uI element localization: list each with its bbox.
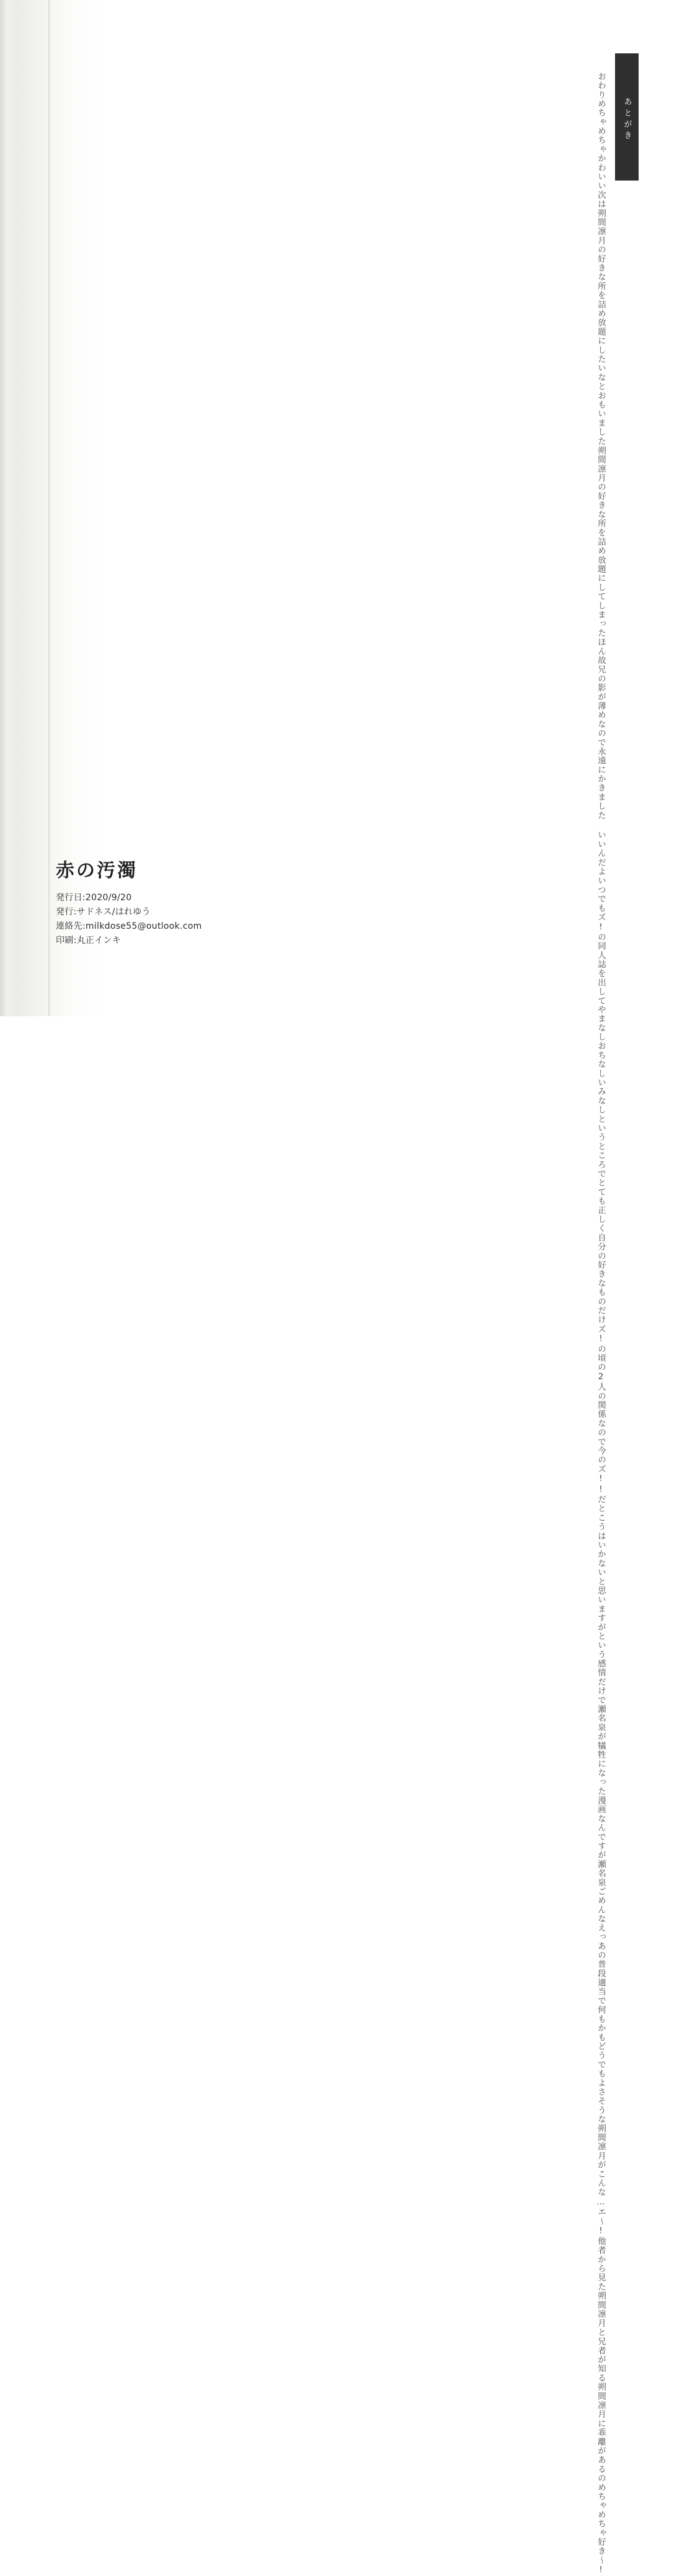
colophon-publish-date: 発行日:2020/9/20 [56,893,132,903]
afterword-column: おわり [596,72,606,100]
afterword-body [593,72,609,2576]
afterword-column: めちゃめちゃかわいい [596,99,606,191]
afterword-column: やまなしおちなしいみなしというところでとても正しく自分の好きなものだけ [596,1005,606,1325]
afterword-column: 朔間凛月の好きな所を詰め放題にしてしまったほん故兄の影が薄めなので [596,445,606,747]
afterword-column: 次は朔間凛月の好きな所を詰め放題にしたいなとおもいました [596,190,606,446]
afterword-heading: あとがき [615,53,639,181]
afterword-column: えっあの普段適当で何もかもどうでもよさそうな朔間凛月がこんな…エ～! [596,1923,606,2237]
afterword-section [446,53,639,2576]
afterword-column: という感情だけで瀬名泉が犠牲になった漫画なんですが瀬名泉ごめんな [596,1632,606,1924]
afterword-column: 永遠にかきました いいんだよいつでもズ!の同人誌を出して [596,746,606,1006]
afterword-column: 他者から見た朔間凛月と兄者が知る朔間凛月に乖離があるのめちゃめちゃ好き～! [596,2237,606,2576]
colophon-title: 赤の汚濁 [56,860,138,882]
afterword-column: ズ!の頃の2人の関係なので今のズ!!だとこうはいかないと思いますが [596,1324,606,1632]
colophon [56,855,378,948]
colophon-contact: 連絡先:milkdose55@outlook.com [56,921,202,931]
colophon-publisher: 発行:サドネス/はれゆう [56,907,151,917]
colophon-printer: 印刷:丸正インキ [56,936,122,946]
